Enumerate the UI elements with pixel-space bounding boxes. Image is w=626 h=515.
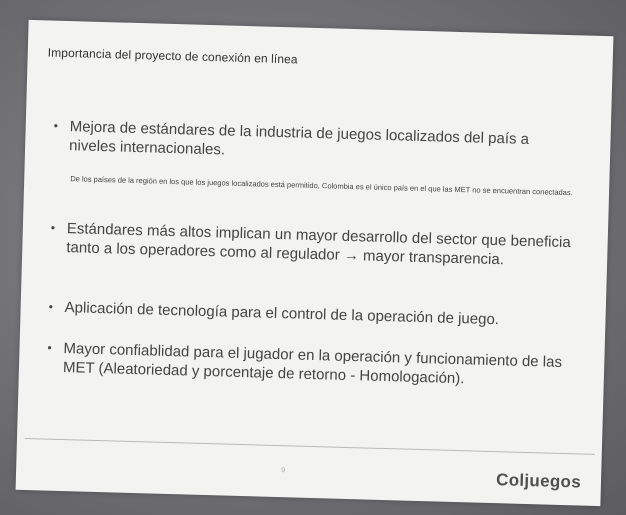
bullet-dot-icon: • [53,118,59,133]
bullet-text: Mejora de estándares de la industria de juegos localizados del país a niveles internacionales. [68,118,530,159]
footnote: De los países de la región en los que los juegos localizados está permitido, Colombia es el único país en el que las MET no se encuentran conectadas. [70,174,573,198]
bullet-dot-icon: • [47,340,52,355]
presentation-slide [16,20,614,506]
bullet-dot-icon: • [50,220,56,235]
page-number: 9 [281,467,286,475]
slide-title: Importancia del proyecto de conexión en línea [47,45,298,67]
bullet-dot-icon: • [48,299,54,314]
bullet-text: Estándares más altos implican un mayor desarrollo del sector que beneficia tanto a los operadores como al regulador → mayor transparencia. [66,220,571,269]
bullet-text: Aplicación de tecnología para el control de la operación de juego. [64,299,500,329]
bullet-item [47,339,568,392]
bullet-text: Mayor confiablidad para el jugador en la operación y funcionamiento de las MET (Aleatoriedad y porcentaje de retorno - Homologación). [62,340,563,388]
footer-divider [25,438,595,455]
bullet-item [50,219,571,272]
brand-logo: Coljuegos [495,470,582,492]
bullet-item [53,117,574,170]
bullet-item [48,298,568,332]
